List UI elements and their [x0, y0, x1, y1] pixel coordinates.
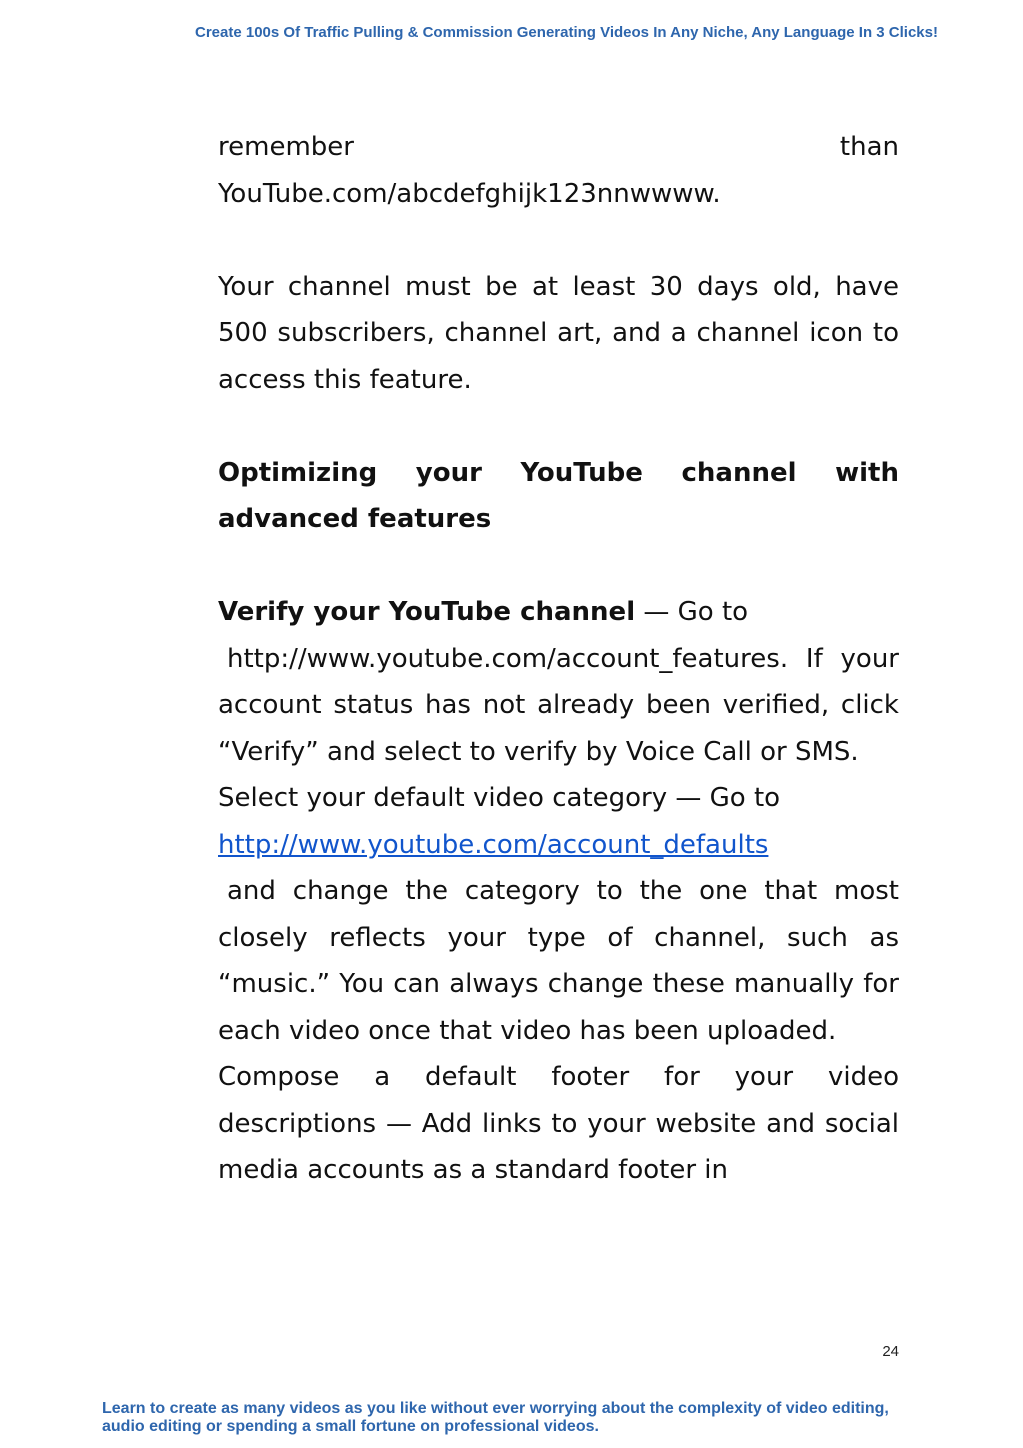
- remember-word: remember: [218, 132, 354, 162]
- paragraph-channel-requirements: Your channel must be at least 30 days old, have 500 subscribers, channel art, and a channel icon to access this feature.: [218, 271, 899, 395]
- footer-banner-line2: audio editing or spending a small fortune on professional videos.: [102, 1418, 599, 1435]
- category-instructions: and change the category to the one that most closely reflects your type of channel, such as “music.” You can always change these manually for each video once that video has been uploaded.: [218, 876, 899, 1046]
- paragraph-remember-line1: [218, 124, 899, 171]
- section-heading-line2: advanced features: [218, 504, 492, 534]
- verify-url: http://www.youtube.com/account_features.: [227, 643, 789, 674]
- heading-word: channel: [681, 457, 797, 488]
- heading-word: your: [415, 457, 482, 488]
- category-intro: Select your default video category — Go to: [218, 783, 781, 813]
- header-banner: Create 100s Of Traffic Pulling & Commission Generating Videos In Any Niche, Any Language In 3 Clicks!: [195, 24, 938, 41]
- heading-word: with: [835, 457, 899, 488]
- document-body: [218, 124, 899, 1194]
- verify-title: Verify your YouTube channel: [218, 597, 636, 627]
- than-word: than: [839, 132, 899, 162]
- footer-banner: [102, 1400, 982, 1436]
- verify-instructions: If your account status has not already been verified, click “Verify” and select to verify by Voice Call or SMS.: [218, 643, 899, 767]
- footer-banner-line1: Learn to create as many videos as you like without ever worrying about the complexity of video editing,: [102, 1400, 889, 1417]
- account-defaults-link[interactable]: http://www.youtube.com/account_defaults: [218, 829, 769, 860]
- paragraph-default-footer: Compose a default footer for your video descriptions — Add links to your website and social media accounts as a standard footer in: [218, 1062, 899, 1185]
- heading-word: YouTube: [520, 457, 643, 488]
- page-number: 24: [882, 1343, 899, 1360]
- paragraph-remember-line2: YouTube.com/abcdefghijk123nnwwww.: [218, 178, 721, 209]
- section-heading-line1: [218, 450, 899, 497]
- heading-word: Optimizing: [218, 457, 378, 488]
- verify-intro: — Go to: [635, 597, 749, 627]
- paragraph-verify-channel: [218, 589, 899, 775]
- paragraph-default-category: [218, 775, 899, 1054]
